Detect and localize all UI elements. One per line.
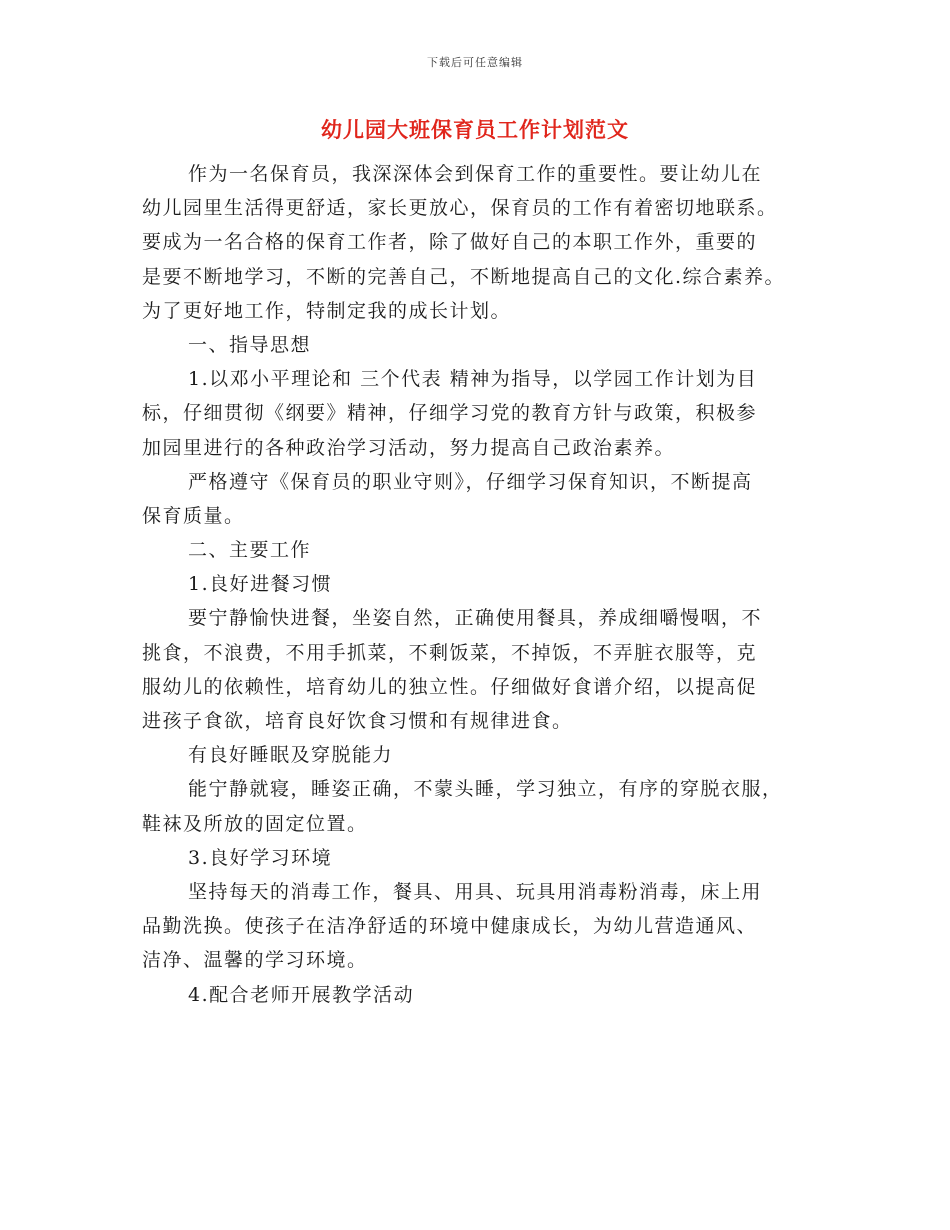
text-line: 洁净、温馨的学习环境。 <box>142 949 368 972</box>
text-line: 幼儿园里生活得更舒适，家长更放心，保育员的工作有着密切地联系。 <box>142 197 778 220</box>
text-line: 要成为一名合格的保育工作者，除了做好自己的本职工作外，重要的 <box>142 231 758 254</box>
text-line: 能宁静就寝，睡姿正确，不蒙头睡，学习独立，有序的穿脱衣服， <box>188 778 783 801</box>
text-line: 加园里进行的各种政治学习活动，努力提高自己政治素养。 <box>142 436 676 459</box>
text-line: 作为一名保育员，我深深体会到保育工作的重要性。要让幼儿在 <box>188 163 763 185</box>
text-line: 保育质量。 <box>142 504 245 527</box>
text-line: 进孩子食欲，培育良好饮食习惯和有规律进食。 <box>142 710 573 732</box>
document-body <box>142 157 832 1012</box>
subsection-heading: 有良好睡眠及穿脱能力 <box>188 744 394 767</box>
text-line: 为了更好地工作，特制定我的成长计划。 <box>142 299 512 322</box>
text-line: 鞋袜及所放的固定位置。 <box>142 812 368 835</box>
text-line: 坚持每天的消毒工作，餐具、用具、玩具用消毒粉消毒，床上用 <box>188 880 763 903</box>
subsection-heading: 4.配合老师开展教学活动 <box>188 983 415 1006</box>
text-line: 服幼儿的依赖性，培育幼儿的独立性。仔细做好食谱介绍，以提高促 <box>142 675 758 698</box>
page-header-note: 下载后可任意编辑 <box>427 56 523 69</box>
text-line: 1.以邓小平理论和 三个代表 精神为指导，以学园工作计划为目 <box>188 368 758 391</box>
document-title: 幼儿园大班保育员工作计划范文 <box>321 117 629 142</box>
subsection-heading: 1.良好进餐习惯 <box>188 573 333 596</box>
text-line: 是要不断地学习，不断的完善自己，不断地提高自己的文化.综合素养。 <box>142 265 786 288</box>
section-heading: 二、主要工作 <box>188 539 312 562</box>
text-line: 品勤洗换。使孩子在洁净舒适的环境中健康成长，为幼儿营造通风、 <box>142 915 758 938</box>
section-heading: 一、指导思想 <box>188 333 312 356</box>
text-line: 标，仔细贯彻《纲要》精神，仔细学习党的教育方针与政策，积极参 <box>142 402 758 425</box>
text-line: 严格遵守《保育员的职业守则》，仔细学习保育知识，不断提高 <box>188 470 753 493</box>
text-line: 挑食，不浪费，不用手抓菜，不剩饭菜，不掉饭，不弄脏衣服等，克 <box>142 641 758 664</box>
text-line: 要宁静愉快进餐，坐姿自然，正确使用餐具，养成细嚼慢咽，不 <box>188 607 763 630</box>
subsection-heading: 3.良好学习环境 <box>188 846 333 869</box>
